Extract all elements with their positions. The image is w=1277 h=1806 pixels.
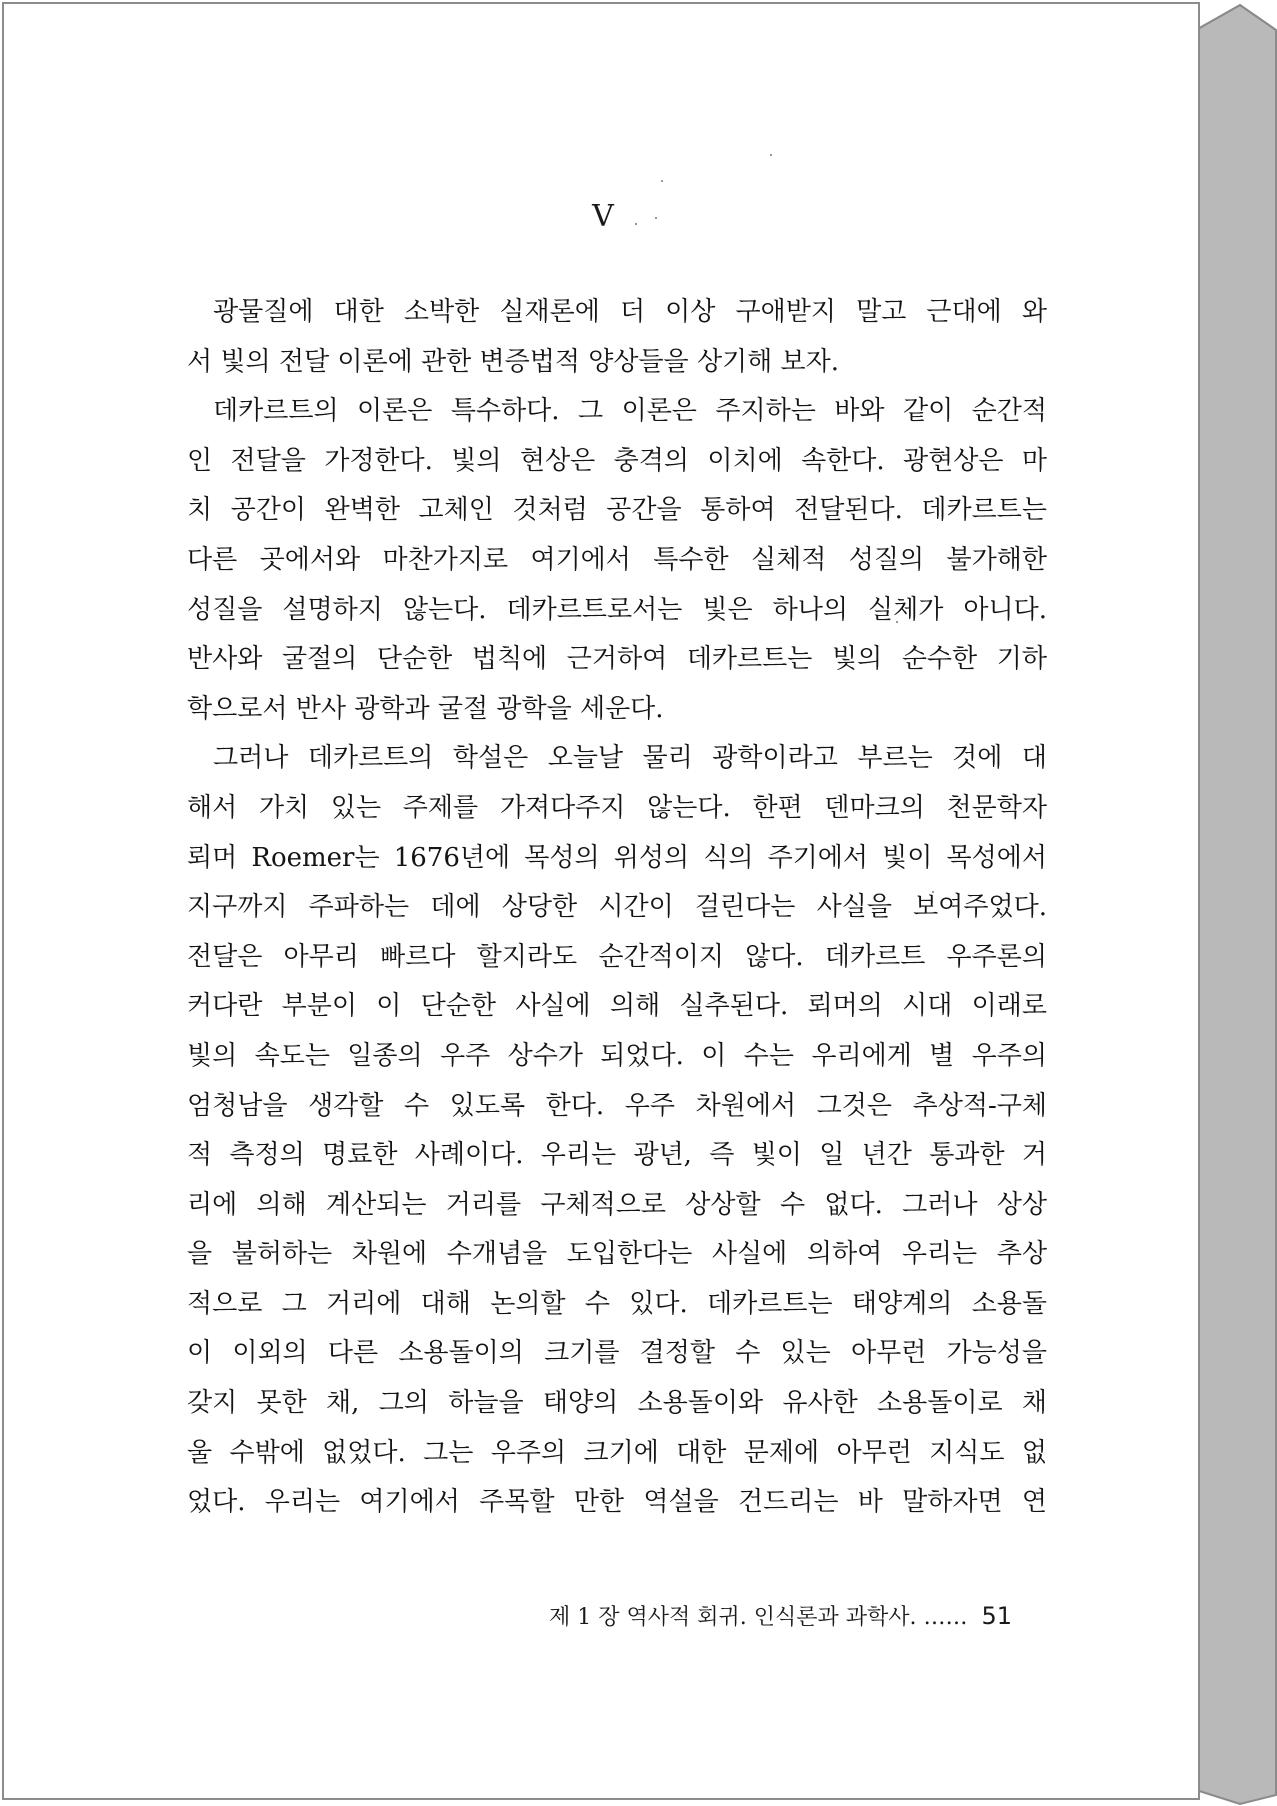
text-line: 서 빛의 전달 이론에 관한 변증법적 양상들을 상기해 보자. — [187, 346, 840, 377]
text-line: 이 이외의 다른 소용돌이의 크기를 결정할 수 있는 아무런 가능성을 — [187, 1338, 1047, 1369]
text-line: 울 수밖에 없었다. 그는 우주의 크기에 대한 문제에 아무런 지식도 없 — [187, 1437, 1047, 1468]
page-number: 51 — [981, 1602, 1012, 1630]
text-line: 커다란 부분이 이 단순한 사실에 의해 실추된다. 뢰머의 시대 이래로 — [187, 991, 1047, 1022]
text-line: 학으로서 반사 광학과 굴절 광학을 세운다. — [187, 693, 664, 724]
text-line: 적으로 그 거리에 대해 논의할 수 있다. 데카르트는 태양계의 소용돌 — [187, 1288, 1047, 1319]
page-footer — [549, 1600, 1012, 1631]
book-page — [2, 2, 1200, 1800]
text-line: 뢰머 Roemer는 1676년에 목성의 위성의 식의 주기에서 빛이 목성에서 — [187, 842, 1047, 873]
text-line: 전달은 아무리 빠르다 할지라도 순간적이지 않다. 데카르트 우주론의 — [187, 941, 1047, 972]
text-line: 데카르트의 이론은 특수하다. 그 이론은 주지하는 바와 같이 순간적 — [213, 396, 1047, 427]
text-line: 지구까지 주파하는 데에 상당한 시간이 걸린다는 사실을 보여주었다. — [187, 892, 1047, 923]
text-line: 해서 가치 있는 주제를 가져다주지 않는다. 한편 덴마크의 천문학자 — [187, 792, 1047, 823]
scan-speck — [770, 154, 772, 156]
text-line: 다른 곳에서와 마찬가지로 여기에서 특수한 실체적 성질의 불가해한 — [187, 544, 1047, 575]
text-line: 광물질에 대한 소박한 실재론에 더 이상 구애받지 말고 근대에 와 — [213, 297, 1047, 327]
text-line: 인 전달을 가정한다. 빛의 현상은 충격의 이치에 속한다. 광현상은 마 — [187, 445, 1047, 476]
body-text — [187, 288, 1047, 1528]
section-heading: V — [592, 199, 614, 234]
text-line: 엄청남을 생각할 수 있도록 한다. 우주 차원에서 그것은 추상적-구체 — [187, 1090, 1047, 1121]
text-line: 그러나 데카르트의 학설은 오늘날 물리 광학이라고 부르는 것에 대 — [213, 743, 1047, 774]
running-title: 제 1 장 역사적 회귀. 인식론과 과학사. …… — [548, 1605, 968, 1630]
text-line: 적 측정의 명료한 사례이다. 우리는 광년, 즉 빛이 일 년간 통과한 거 — [187, 1140, 1047, 1171]
text-line: 었다. 우리는 여기에서 주목할 만한 역설을 건드리는 바 말하자면 연 — [187, 1487, 1047, 1518]
text-line: 성질을 설명하지 않는다. 데카르트로서는 빛은 하나의 실체가 아니다. — [187, 594, 1047, 625]
text-line: 갖지 못한 채, 그의 하늘을 태양의 소용돌이와 유사한 소용돌이로 채 — [187, 1388, 1047, 1419]
scan-speck — [661, 180, 663, 182]
text-line: 반사와 굴절의 단순한 법칙에 근거하여 데카르트는 빛의 순수한 기하 — [187, 644, 1047, 675]
text-line: 리에 의해 계산되는 거리를 구체적으로 상상할 수 없다. 그러나 상상 — [187, 1189, 1047, 1220]
text-line: 치 공간이 완벽한 고체인 것처럼 공간을 통하여 전달된다. 데카르트는 — [187, 495, 1047, 526]
text-line: 을 불허하는 차원에 수개념을 도입한다는 사실에 의하여 우리는 추상 — [187, 1239, 1047, 1270]
text-line: 빛의 속도는 일종의 우주 상수가 되었다. 이 수는 우리에게 별 우주의 — [187, 1040, 1047, 1071]
